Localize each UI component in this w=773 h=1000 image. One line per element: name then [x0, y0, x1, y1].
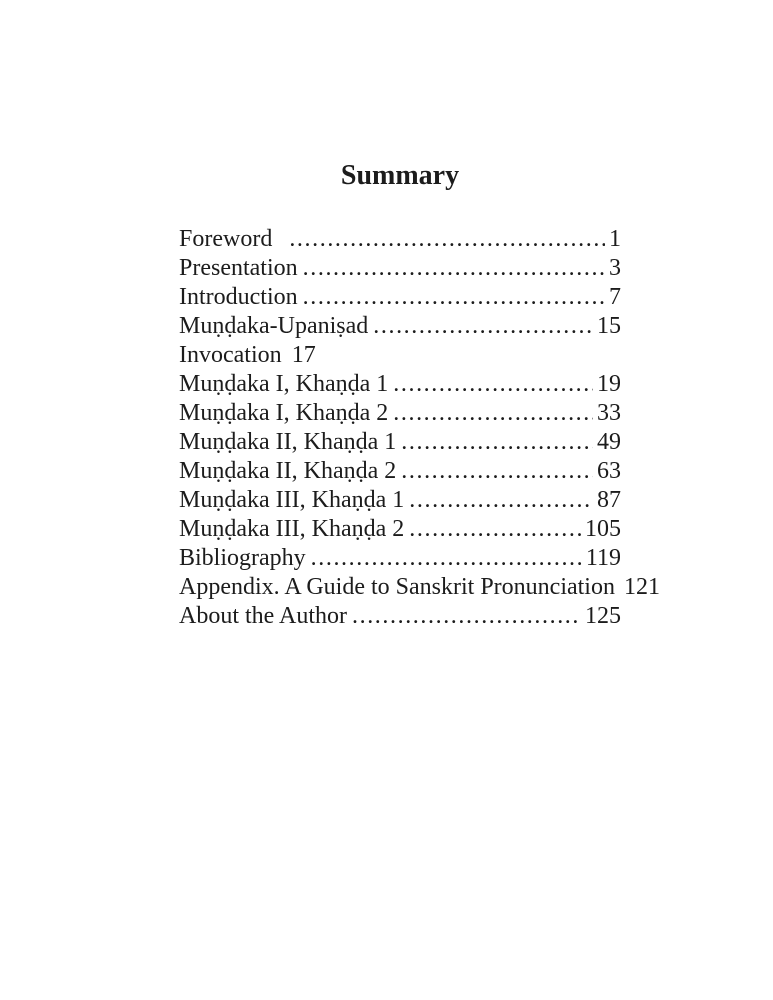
- toc-entry: [179, 254, 621, 283]
- dot-leader: [373, 312, 593, 341]
- toc-entry: [179, 283, 621, 312]
- toc-entry-page: 15: [597, 312, 621, 339]
- toc-entry: [179, 486, 621, 515]
- toc-entry: [179, 573, 660, 602]
- toc-entry-page: 17: [291, 341, 316, 368]
- toc-entry-label: Presentation: [179, 254, 298, 281]
- dot-leader: [352, 602, 581, 631]
- toc-entry-label: About the Author: [179, 602, 347, 629]
- toc-entry-label: Appendix. A Guide to Sanskrit Pronunciation: [179, 573, 615, 600]
- toc-entry-page: 87: [597, 486, 621, 513]
- toc-entry: [179, 225, 621, 254]
- toc-entry: [179, 544, 621, 573]
- toc-entry: [179, 515, 621, 544]
- toc-entry-label: Muṇḍaka II, Khaṇḍa 1: [179, 428, 397, 455]
- toc-entry: [179, 370, 621, 399]
- dot-leader: [303, 283, 605, 312]
- toc-list: [179, 225, 660, 631]
- dot-leader: [409, 515, 581, 544]
- toc-entry: [179, 399, 621, 428]
- toc-entry-page: 63: [597, 457, 621, 484]
- dot-leader: [401, 428, 593, 457]
- dot-leader: [303, 254, 605, 283]
- dot-leader: [393, 370, 593, 399]
- toc-entry-page: 105: [585, 515, 621, 542]
- toc-entry-label: Muṇḍaka I, Khaṇḍa 2: [179, 399, 389, 426]
- toc-entry-label: Muṇḍaka I, Khaṇḍa 1: [179, 370, 389, 397]
- page-title: Summary: [340, 160, 460, 191]
- toc-entry: [179, 602, 621, 631]
- toc-entry-page: 33: [597, 399, 621, 426]
- toc-entry-label: Muṇḍaka-Upaniṣad: [179, 312, 369, 339]
- dot-leader: [289, 225, 605, 254]
- toc-entry-label: Invocation: [179, 341, 282, 368]
- toc-entry-label: Introduction: [179, 283, 298, 310]
- dot-leader: [393, 399, 593, 428]
- toc-entry-label: Muṇḍaka II, Khaṇḍa 2: [179, 457, 397, 484]
- toc-entry-page: 19: [597, 370, 621, 397]
- toc-entry-page: 125: [585, 602, 621, 629]
- toc-entry-page: 3: [609, 254, 621, 281]
- toc-entry: [179, 457, 621, 486]
- toc-entry-label: Muṇḍaka III, Khaṇḍa 1: [179, 486, 405, 513]
- dot-leader: [409, 486, 593, 515]
- toc-entry-label: Muṇḍaka III, Khaṇḍa 2: [179, 515, 405, 542]
- toc-entry-page: 49: [597, 428, 621, 455]
- toc-entry-page: 119: [585, 544, 621, 571]
- toc-entry: [179, 341, 621, 370]
- toc-entry-page: 1: [609, 225, 621, 252]
- toc-entry: [179, 428, 621, 457]
- document-page-content: [179, 160, 660, 631]
- toc-entry-page: 121: [623, 573, 660, 600]
- toc-entry: [179, 312, 621, 341]
- dot-leader: [401, 457, 593, 486]
- dot-leader: [311, 544, 582, 573]
- toc-entry-label: Bibliography: [179, 544, 306, 571]
- toc-entry-page: 7: [609, 283, 621, 310]
- toc-entry-label: Foreword: [179, 225, 273, 252]
